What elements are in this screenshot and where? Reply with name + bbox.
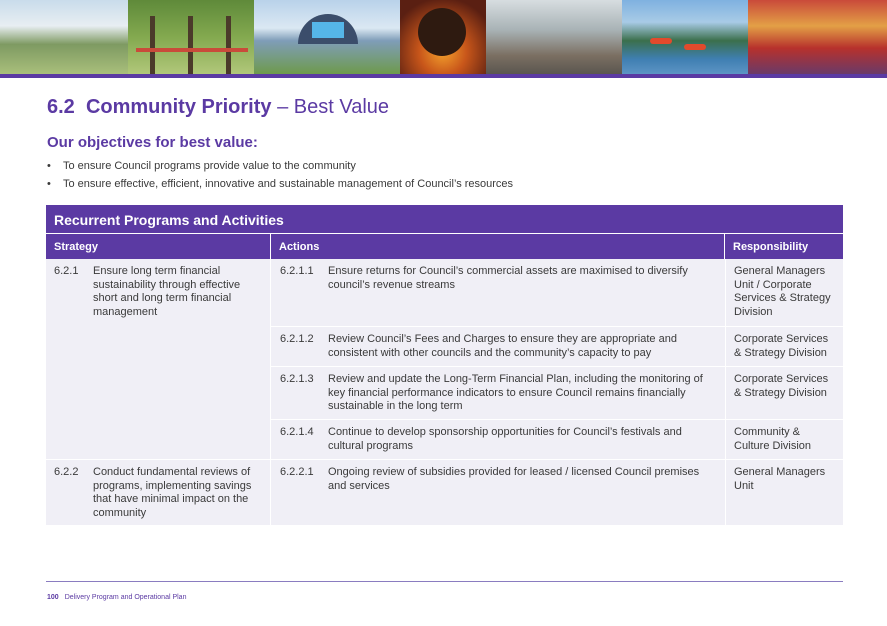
banner-divider xyxy=(0,74,887,78)
strategy-number: 6.2.2 xyxy=(54,466,79,478)
kookaburra-silhouette xyxy=(418,8,466,56)
list-item xyxy=(47,178,513,196)
banner-photo-outdoor-stage xyxy=(254,0,400,74)
agility-post xyxy=(188,16,193,74)
table-title: Recurrent Programs and Activities xyxy=(46,205,843,233)
table-header-row xyxy=(46,233,843,259)
action-responsibility: Community & Culture Division xyxy=(725,420,843,459)
action-responsibility: General Managers Unit / Corporate Services & Strategy Division xyxy=(725,259,843,326)
objectives-title: Our objectives for best value: xyxy=(47,134,258,151)
strategy-text: Ensure long term financial sustainability through effective short and long term financial management xyxy=(93,265,241,318)
action-responsibility: Corporate Services & Strategy Division xyxy=(725,327,843,366)
page-footer xyxy=(47,594,186,601)
action-text: Ongoing review of subsidies provided for leased / licensed Council premises and services xyxy=(328,466,700,492)
bullet-icon: • xyxy=(47,178,51,190)
page-number: 100 xyxy=(47,594,59,601)
action-text: Ensure returns for Council’s commercial assets are maximised to diversify council’s revenue streams xyxy=(328,265,688,291)
action-number: 6.2.1.2 xyxy=(280,333,314,345)
list-item xyxy=(47,160,513,178)
document-title: Delivery Program and Operational Plan xyxy=(64,594,187,601)
strategy-column xyxy=(46,259,270,525)
action-text: Continue to develop sponsorship opportunities for Council’s festivals and cultural programs xyxy=(328,426,682,452)
action-number: 6.2.1.3 xyxy=(280,373,314,385)
bullet-icon: • xyxy=(47,160,51,172)
stage-screen xyxy=(312,22,344,38)
action-number: 6.2.2.1 xyxy=(280,466,314,478)
objective-text: To ensure Council programs provide value to the community xyxy=(63,160,356,172)
header-strategy: Strategy xyxy=(54,241,99,253)
action-responsibility: General Managers Unit xyxy=(725,460,843,525)
table-row xyxy=(271,459,843,525)
actions-column xyxy=(270,259,843,525)
agility-post xyxy=(150,16,155,74)
strategy-text: Conduct fundamental reviews of programs, implementing savings that have minimal impact on the community xyxy=(93,466,252,519)
action-text: Review Council’s Fees and Charges to ensure they are appropriate and consistent with other councils and the community’s capacity to pay xyxy=(328,333,677,359)
table-row xyxy=(271,326,843,366)
section-title-rest: – Best Value xyxy=(277,96,390,118)
section-title-bold: Community Priority xyxy=(85,96,272,118)
action-number: 6.2.1.4 xyxy=(280,426,314,438)
footer-divider xyxy=(46,581,843,582)
table-body xyxy=(46,259,843,525)
section-heading xyxy=(47,96,389,119)
strategy-row xyxy=(46,259,270,459)
action-number: 6.2.1.1 xyxy=(280,265,314,277)
table-row xyxy=(271,419,843,459)
banner-photo-dog-agility xyxy=(128,0,254,74)
kayak xyxy=(684,44,706,50)
header-responsibility: Responsibility xyxy=(724,234,843,259)
strategy-number: 6.2.1 xyxy=(54,265,79,277)
banner-photo-street xyxy=(486,0,622,74)
kayak xyxy=(650,38,672,44)
section-number: 6.2 xyxy=(47,96,75,118)
action-responsibility: Corporate Services & Strategy Division xyxy=(725,367,843,419)
banner-photo-park-pavilion xyxy=(0,0,128,74)
photo-banner xyxy=(0,0,887,74)
banner-photo-kookaburra xyxy=(400,0,486,74)
programs-table xyxy=(46,205,843,525)
banner-photo-kayaking xyxy=(622,0,748,74)
table-row xyxy=(271,366,843,419)
banner-photo-lion-dance xyxy=(748,0,887,74)
agility-bar xyxy=(136,48,248,52)
objectives-list xyxy=(47,160,513,196)
header-actions: Actions xyxy=(270,234,724,259)
agility-post xyxy=(226,16,231,74)
objective-text: To ensure effective, efficient, innovative and sustainable management of Council’s resources xyxy=(63,178,514,190)
strategy-row xyxy=(46,459,270,525)
table-row xyxy=(271,259,843,326)
action-text: Review and update the Long-Term Financial Plan, including the monitoring of key financial performance indicators to ensure Council remains financially sustainable in the long term xyxy=(328,373,703,413)
